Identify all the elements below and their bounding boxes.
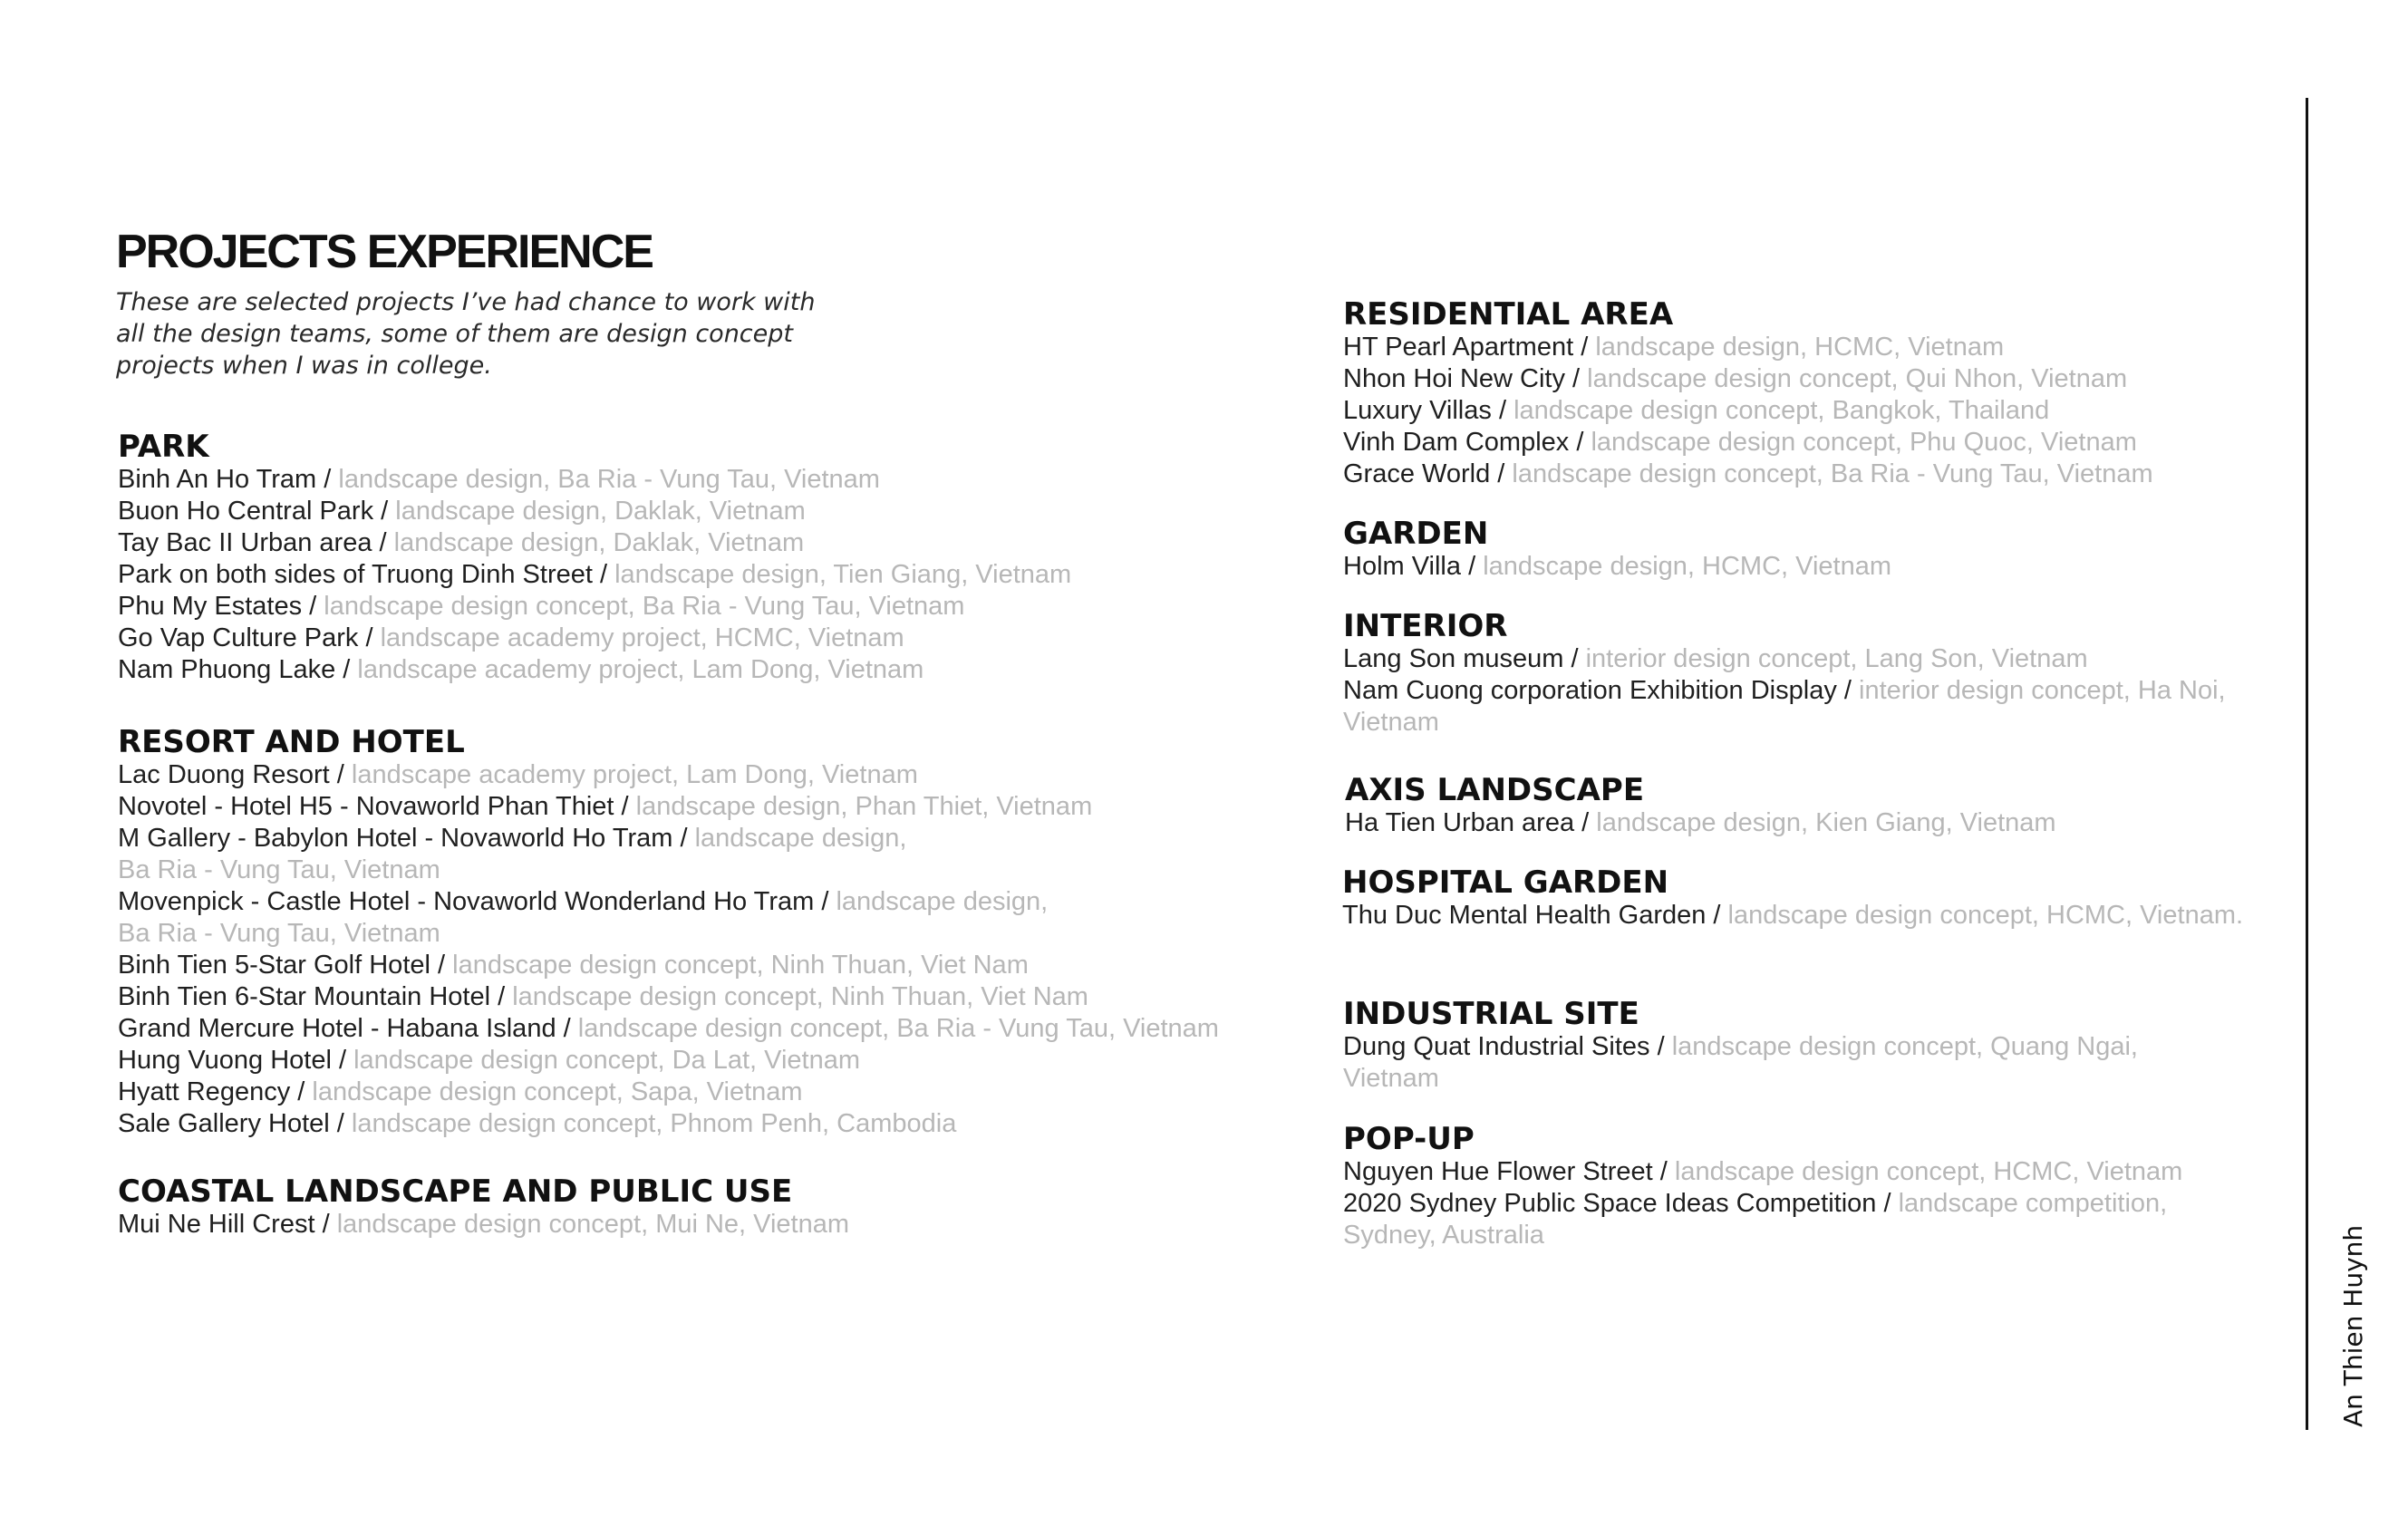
project-name: Grace World — [1343, 459, 1491, 488]
section-title: AXIS LANDSCAPE — [1345, 772, 1645, 808]
section-interior — [1343, 609, 2226, 739]
separator: / — [329, 1109, 352, 1138]
separator: / — [490, 982, 513, 1011]
intro-line: all the design teams, some of them are design concept — [116, 320, 793, 348]
separator: / — [1461, 552, 1484, 581]
separator: / — [1574, 808, 1597, 837]
project-description: Vietnam — [1343, 708, 1439, 737]
section-title: INDUSTRIAL SITE — [1343, 996, 1639, 1032]
separator: / — [430, 951, 453, 980]
project-description: landscape design, HCMC, Vietnam — [1595, 333, 2005, 362]
project-description: landscape academy project, HCMC, Vietnam — [380, 623, 904, 652]
project-description: landscape design concept, Ninh Thuan, Viet Nam — [512, 982, 1088, 1011]
project-entry — [1343, 551, 1891, 583]
project-entry — [118, 759, 1219, 791]
project-entry — [1343, 1031, 2138, 1063]
project-description: landscape design, — [836, 887, 1049, 916]
project-entry — [1343, 459, 2153, 490]
section-residential-area — [1343, 297, 2153, 490]
project-name: Mui Ne Hill Crest — [118, 1210, 323, 1239]
page-title: PROJECTS EXPERIENCE — [116, 226, 653, 278]
section-pop-up — [1343, 1122, 2182, 1251]
separator: / — [335, 655, 358, 684]
project-name: M Gallery - Babylon Hotel - Novaworld Ho Tram — [118, 824, 673, 853]
project-name: Holm Villa — [1343, 552, 1462, 581]
project-description: landscape design, Ba Ria - Vung Tau, Vietnam — [338, 465, 880, 494]
project-entry-continued — [1343, 707, 2226, 739]
project-entry — [118, 591, 1071, 623]
project-name: Movenpick - Castle Hotel - Novaworld Wonderland Ho Tram — [118, 887, 815, 916]
separator: / — [373, 497, 396, 526]
project-name: Grand Mercure Hotel - Habana Island — [118, 1014, 556, 1043]
project-name: Buon Ho Central Park — [118, 497, 374, 526]
project-name: Nguyen Hue Flower Street — [1343, 1157, 1653, 1186]
section-garden — [1343, 517, 1891, 583]
separator: / — [1569, 428, 1591, 457]
separator: / — [1564, 364, 1588, 393]
project-name: Tay Bac II Urban area — [118, 528, 372, 557]
separator: / — [1706, 901, 1728, 930]
project-description: landscape design, Kien Giang, Vietnam — [1596, 808, 2056, 837]
separator: / — [1491, 396, 1514, 425]
section-title: RESIDENTIAL AREA — [1343, 296, 1674, 333]
section-title: GARDEN — [1343, 516, 1489, 552]
project-name: Park on both sides of Truong Dinh Street — [118, 560, 593, 589]
separator: / — [331, 1046, 354, 1075]
project-description: Vietnam — [1343, 1064, 1439, 1093]
separator: / — [1836, 676, 1859, 705]
project-entry-continued — [1343, 1063, 2138, 1095]
section-title: POP-UP — [1343, 1121, 1475, 1157]
project-name: Novotel - Hotel H5 - Novaworld Phan Thiet — [118, 792, 614, 821]
section-axis-landscape — [1345, 773, 2056, 839]
separator: / — [302, 592, 324, 621]
project-entry — [1343, 675, 2226, 707]
project-name: Vinh Dam Complex — [1343, 428, 1570, 457]
project-entry — [118, 654, 1071, 686]
project-name: HT Pearl Apartment — [1343, 333, 1574, 362]
section-coastal-landscape — [118, 1174, 849, 1241]
project-description: landscape design concept, Ba Ria - Vung Tau, Vietnam — [1512, 459, 2153, 488]
project-name: Lac Duong Resort — [118, 760, 330, 789]
project-description: landscape design concept, Phnom Penh, Cambodia — [351, 1109, 957, 1138]
project-name: Dung Quat Industrial Sites — [1343, 1032, 1650, 1061]
project-name: Nhon Hoi New City — [1343, 364, 1565, 393]
section-title: PARK — [118, 429, 209, 465]
project-entry — [118, 791, 1219, 823]
project-name: Phu My Estates — [118, 592, 303, 621]
separator: / — [290, 1077, 313, 1106]
project-name: 2020 Sydney Public Space Ideas Competition — [1343, 1189, 1877, 1218]
separator: / — [372, 528, 394, 557]
vertical-divider — [2306, 98, 2308, 1430]
separator: / — [672, 824, 695, 853]
section-title: INTERIOR — [1343, 608, 1508, 644]
separator: / — [1563, 644, 1586, 673]
project-entry — [1343, 1188, 2182, 1220]
separator: / — [614, 792, 636, 821]
separator: / — [1652, 1157, 1675, 1186]
project-entry — [118, 1209, 849, 1241]
project-description: interior design concept, Lang Son, Vietnam — [1585, 644, 2088, 673]
separator: / — [592, 560, 615, 589]
project-description: landscape design concept, HCMC, Vietnam — [1674, 1157, 2183, 1186]
project-description: landscape design concept, Da Lat, Vietnam — [353, 1046, 860, 1075]
section-title: RESORT AND HOTEL — [118, 724, 465, 760]
separator: / — [316, 465, 339, 494]
project-description: landscape design concept, Ba Ria - Vung Tau, Vietnam — [324, 592, 965, 621]
project-description: landscape design concept, HCMC, Vietnam. — [1727, 901, 2244, 930]
separator: / — [358, 623, 381, 652]
project-description: interior design concept, Ha Noi, — [1859, 676, 2226, 705]
project-description: landscape design, — [694, 824, 907, 853]
project-name: Binh Tien 5-Star Golf Hotel — [118, 951, 430, 980]
separator: / — [1490, 459, 1513, 488]
project-entry — [118, 527, 1071, 559]
section-industrial-site — [1343, 997, 2138, 1095]
project-entry — [118, 1077, 1219, 1108]
project-entry — [118, 981, 1219, 1013]
project-name: Hung Vuong Hotel — [118, 1046, 332, 1075]
project-description: landscape design, Tien Giang, Vietnam — [614, 560, 1072, 589]
intro-line: projects when I was in college. — [116, 352, 492, 380]
separator: / — [322, 1210, 337, 1239]
intro-text — [116, 286, 859, 381]
project-name: Luxury Villas — [1343, 396, 1492, 425]
project-description: landscape competition, — [1898, 1189, 2168, 1218]
project-entry — [1343, 395, 2153, 427]
project-description: landscape design concept, Sapa, Vietnam — [312, 1077, 803, 1106]
project-entry — [118, 1108, 1219, 1140]
separator: / — [814, 887, 837, 916]
separator: / — [329, 760, 352, 789]
project-entry — [1345, 807, 2056, 839]
section-park — [118, 430, 1071, 686]
project-entry — [118, 559, 1071, 591]
project-description: landscape design, Phan Thiet, Vietnam — [635, 792, 1093, 821]
project-description: landscape design concept, Bangkok, Thailand — [1513, 396, 2050, 425]
project-entry — [118, 464, 1071, 496]
project-name: Thu Duc Mental Health Garden — [1342, 901, 1707, 930]
project-entry — [118, 950, 1219, 981]
project-name: Sale Gallery Hotel — [118, 1109, 330, 1138]
project-description: Sydney, Australia — [1343, 1221, 1544, 1250]
section-title: COASTAL LANDSCAPE AND PUBLIC USE — [118, 1173, 793, 1210]
project-entry-continued — [1343, 1220, 2182, 1251]
intro-line: These are selected projects I’ve had chance to work with — [116, 288, 816, 316]
project-description: landscape design concept, Ninh Thuan, Viet Nam — [452, 951, 1029, 980]
project-name: Nam Phuong Lake — [118, 655, 336, 684]
project-description: landscape design, Daklak, Vietnam — [395, 497, 806, 526]
project-entry-continued — [118, 918, 1219, 950]
project-entry — [118, 1045, 1219, 1077]
project-entry — [1343, 1156, 2182, 1188]
separator: / — [556, 1014, 578, 1043]
project-description: Ba Ria - Vung Tau, Vietnam — [118, 919, 440, 948]
project-name: Go Vap Culture Park — [118, 623, 359, 652]
project-name: Binh An Ho Tram — [118, 465, 317, 494]
project-name: Lang Son museum — [1343, 644, 1564, 673]
project-description: landscape design, HCMC, Vietnam — [1483, 552, 1891, 581]
separator: / — [1573, 333, 1596, 362]
project-name: Binh Tien 6-Star Mountain Hotel — [118, 982, 491, 1011]
project-entry — [1342, 900, 2243, 932]
separator: / — [1649, 1032, 1672, 1061]
project-name: Ha Tien Urban area — [1345, 808, 1575, 837]
project-entry — [118, 496, 1071, 527]
section-hospital-garden — [1342, 865, 2243, 932]
project-description: landscape academy project, Lam Dong, Vietnam — [357, 655, 924, 684]
section-resort-and-hotel — [118, 725, 1219, 1140]
project-entry — [118, 823, 1219, 855]
project-entry — [1343, 363, 2153, 395]
project-description: landscape design concept, Qui Nhon, Vietnam — [1587, 364, 2128, 393]
project-entry — [118, 623, 1071, 654]
project-description: landscape design, Daklak, Vietnam — [393, 528, 805, 557]
project-entry — [118, 1013, 1219, 1045]
project-description: Ba Ria - Vung Tau, Vietnam — [118, 855, 440, 884]
project-description: landscape design concept, Mui Ne, Vietnam — [336, 1210, 850, 1239]
project-entry-continued — [118, 855, 1219, 886]
project-description: landscape design concept, Ba Ria - Vung Tau, Vietnam — [577, 1014, 1219, 1043]
project-description: landscape design concept, Phu Quoc, Vietnam — [1591, 428, 2137, 457]
separator: / — [1876, 1189, 1899, 1218]
project-name: Hyatt Regency — [118, 1077, 291, 1106]
project-entry — [118, 886, 1219, 918]
author-name: An Thien Huynh — [2338, 1224, 2368, 1427]
project-entry — [1343, 643, 2226, 675]
project-name: Nam Cuong corporation Exhibition Display — [1343, 676, 1837, 705]
project-description: landscape design concept, Quang Ngai, — [1671, 1032, 2138, 1061]
project-entry — [1343, 332, 2153, 363]
section-title: HOSPITAL GARDEN — [1342, 864, 1669, 901]
project-entry — [1343, 427, 2153, 459]
project-description: landscape academy project, Lam Dong, Vietnam — [351, 760, 918, 789]
